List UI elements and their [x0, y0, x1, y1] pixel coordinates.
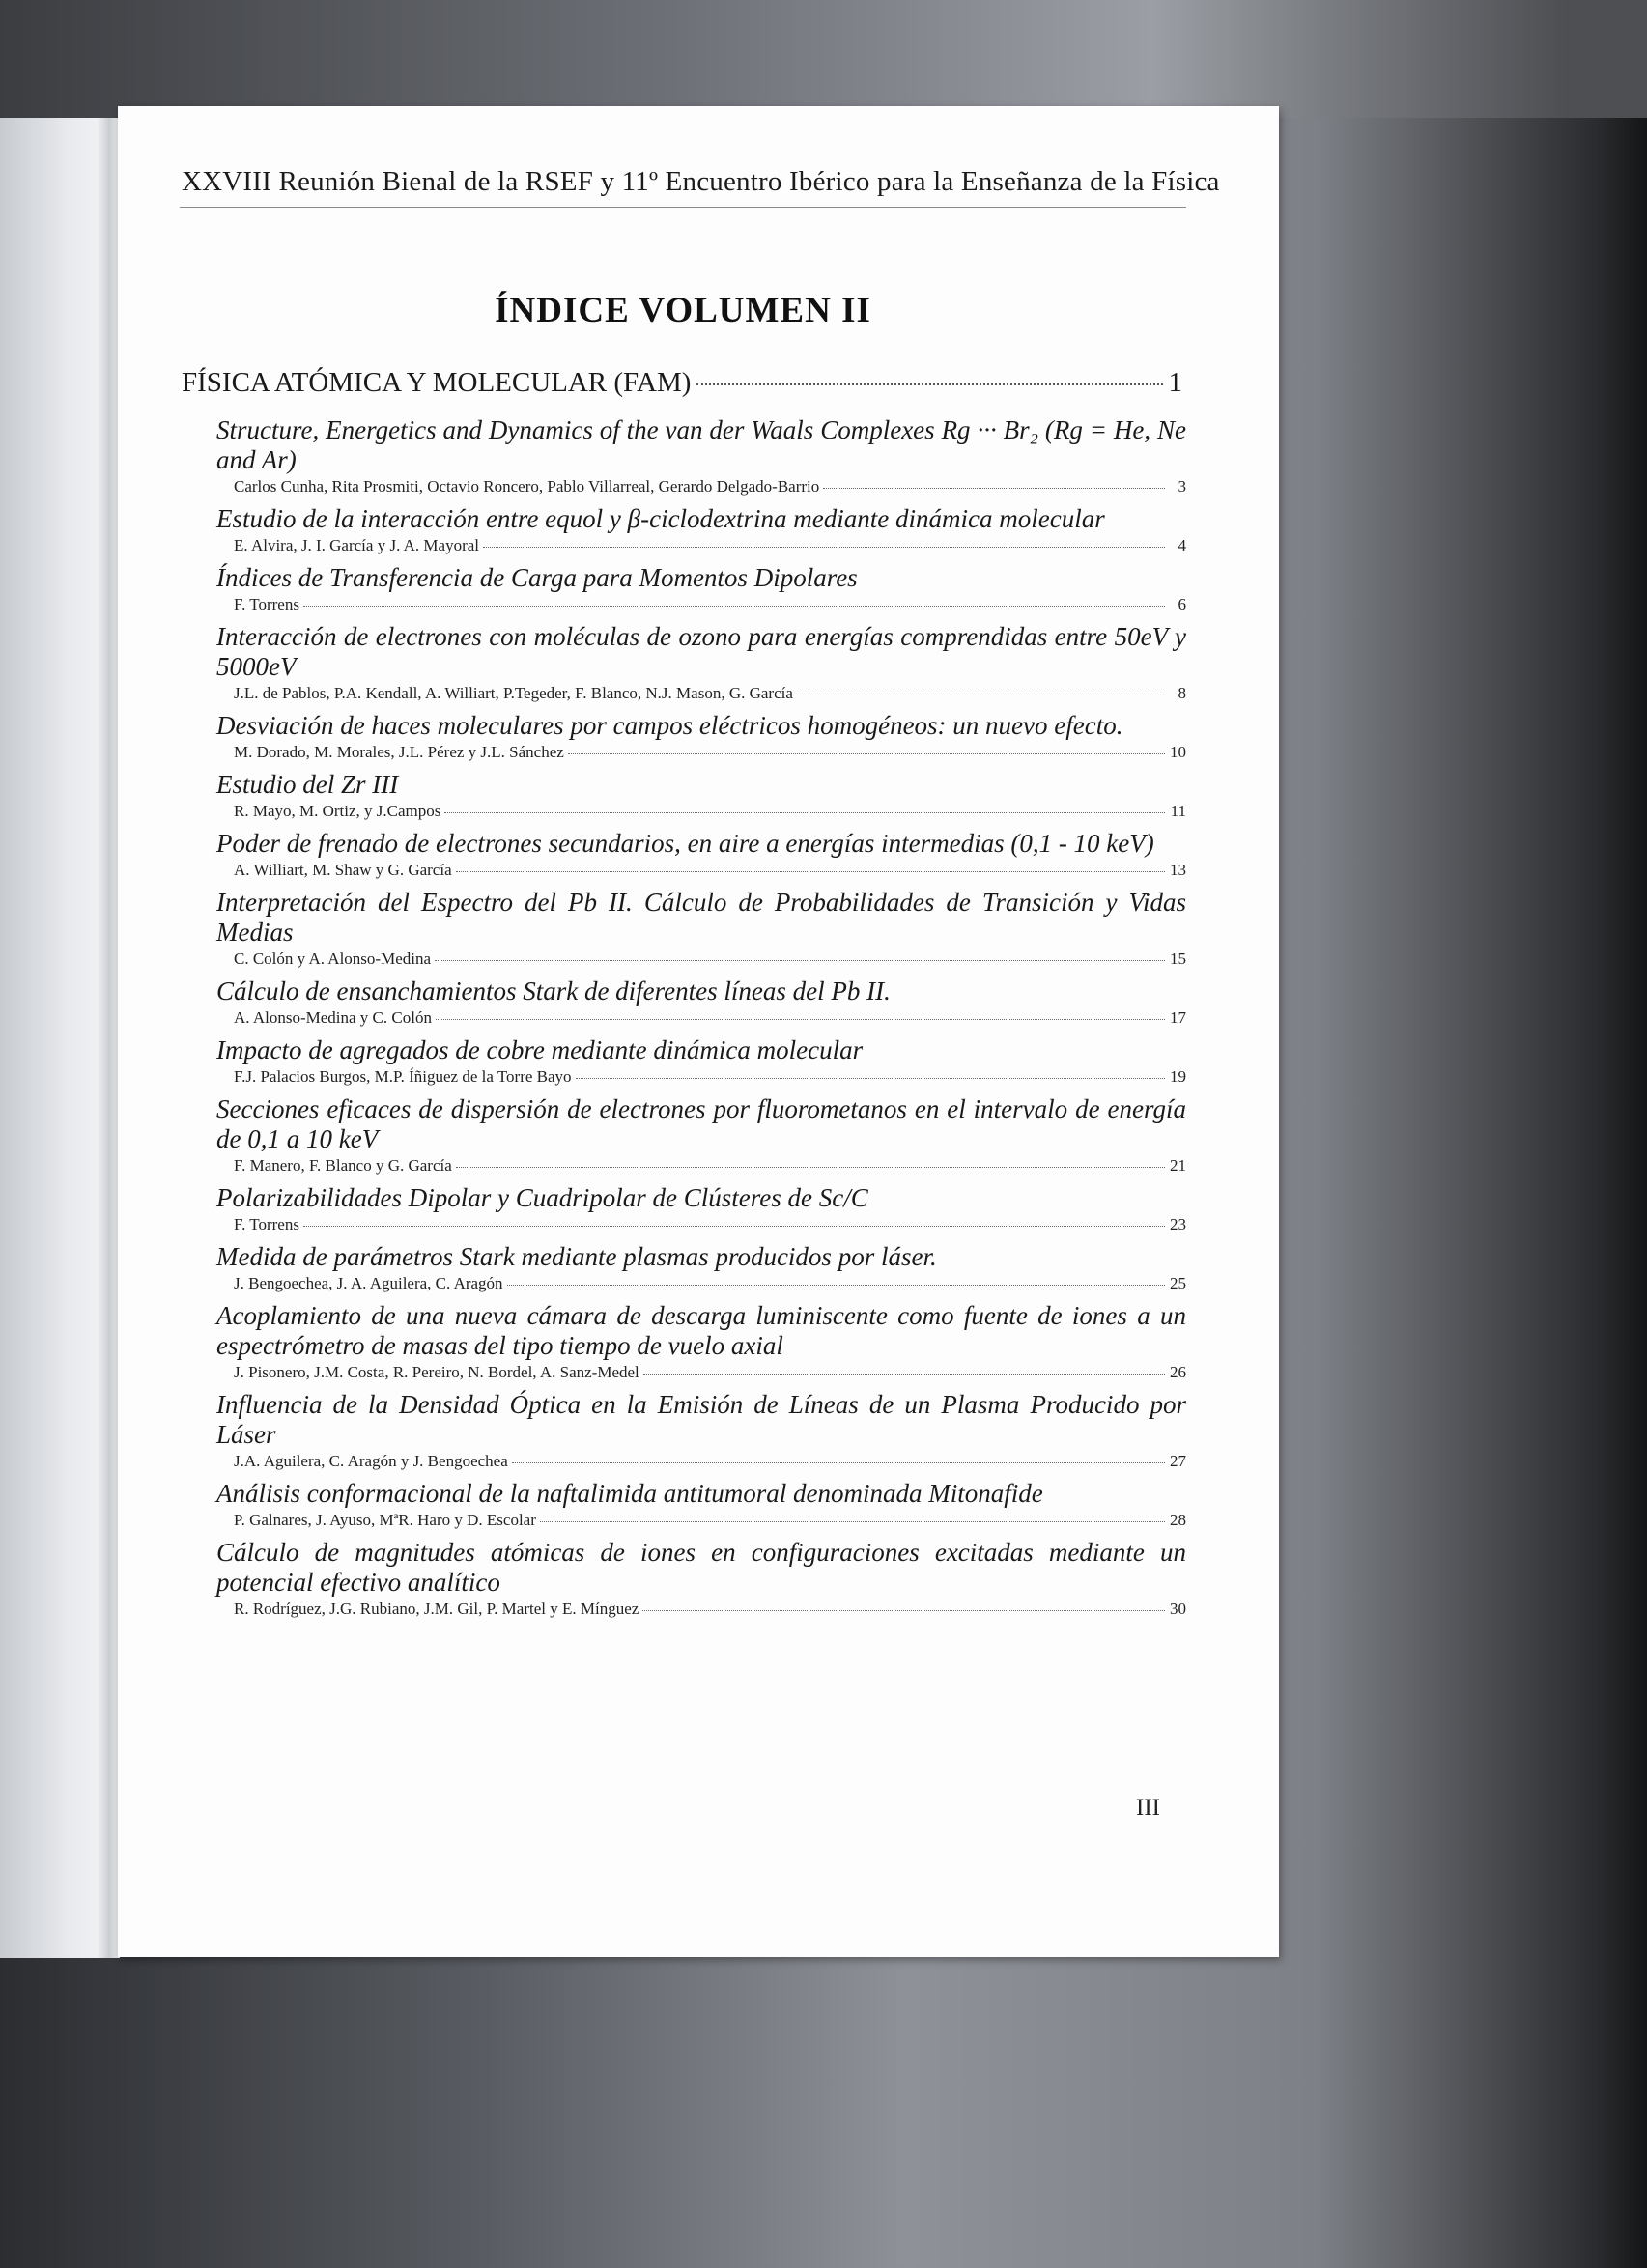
leader-dots [303, 1226, 1165, 1227]
toc-entry-page: 27 [1170, 1452, 1186, 1470]
toc-entry-page: 3 [1178, 477, 1186, 496]
toc-entry-title: Cálculo de magnitudes atómicas de iones en configuraciones excitadas mediante un potencial efectivo analítico [216, 1538, 1186, 1597]
toc-entry-page: 28 [1170, 1511, 1186, 1529]
toc-entry [216, 1242, 1186, 1293]
toc-entry-title: Influencia de la Densidad Óptica en la Emisión de Líneas de un Plasma Producido por Láser [216, 1390, 1186, 1449]
leader-dots [456, 871, 1165, 872]
toc-entry [216, 563, 1186, 614]
background-surface [0, 0, 1647, 118]
toc-entry-page: 30 [1170, 1600, 1186, 1618]
toc-entry-authors: R. Mayo, M. Ortiz, y J.Campos [234, 802, 441, 820]
toc-entry-page: 21 [1170, 1156, 1186, 1175]
toc-entry-title: Índices de Transferencia de Carga para Momentos Dipolares [216, 563, 858, 592]
toc-entry-authors-row [216, 1452, 1186, 1471]
toc-entry [216, 888, 1186, 969]
section-heading [182, 367, 1182, 399]
leader-dots [576, 1078, 1165, 1079]
page-number: III [1136, 1795, 1160, 1821]
toc-entry-authors-row [216, 802, 1186, 821]
toc-entry-title: Estudio de la interacción entre equol y β-ciclodextrina mediante dinámica molecular [216, 504, 1105, 533]
toc-entry [216, 1538, 1186, 1619]
toc-entry-authors: M. Dorado, M. Morales, J.L. Pérez y J.L. Sánchez [234, 743, 564, 761]
toc-entry-authors-row [216, 861, 1186, 880]
toc-entry [216, 977, 1186, 1028]
toc-entry-page: 10 [1170, 743, 1186, 761]
toc-entry-title: Medida de parámetros Stark mediante plasmas producidos por láser. [216, 1242, 937, 1271]
leader-dots [643, 1374, 1165, 1375]
toc-entry [216, 711, 1186, 762]
toc-entry [216, 1390, 1186, 1471]
section-page: 1 [1168, 367, 1182, 398]
toc-entry-title: Polarizabilidades Dipolar y Cuadripolar de Clústeres de Sc/C [216, 1183, 868, 1212]
toc-entry [216, 1094, 1186, 1176]
toc-entry-title: Estudio del Zr III [216, 770, 399, 799]
leader-dots [823, 488, 1165, 489]
toc-entry-authors: A. Williart, M. Shaw y G. García [234, 861, 452, 879]
toc-entry-authors: Carlos Cunha, Rita Prosmiti, Octavio Roncero, Pablo Villarreal, Gerardo Delgado-Barrio [234, 477, 820, 496]
toc-entry-authors-row [216, 684, 1186, 703]
leader-dots [642, 1610, 1165, 1611]
toc-entry [216, 622, 1186, 703]
toc-entry-authors-row [216, 743, 1186, 762]
toc-entry [216, 1183, 1186, 1234]
toc-entry [216, 1301, 1186, 1382]
toc-entry-authors: E. Alvira, J. I. García y J. A. Mayoral [234, 536, 479, 554]
toc-entry-page: 17 [1170, 1008, 1186, 1027]
leader-dots [512, 1462, 1165, 1463]
toc-entry [216, 1035, 1186, 1087]
toc-entry-page: 23 [1170, 1215, 1186, 1233]
toc-entry-page: 13 [1170, 861, 1186, 879]
toc-entry-authors-row [216, 477, 1186, 496]
toc-entry-authors: J. Pisonero, J.M. Costa, R. Pereiro, N. Bordel, A. Sanz-Medel [234, 1363, 639, 1381]
toc-entry-authors: J.A. Aguilera, C. Aragón y J. Bengoechea [234, 1452, 508, 1470]
toc-entry-authors: F. Manero, F. Blanco y G. García [234, 1156, 452, 1175]
toc-entry-title: Cálculo de ensanchamientos Stark de diferentes líneas del Pb II. [216, 977, 891, 1006]
toc-entry [216, 415, 1186, 496]
toc-entries [216, 415, 1186, 1627]
page-title: ÍNDICE VOLUMEN II [495, 291, 871, 330]
toc-entry-authors-row [216, 536, 1186, 555]
toc-entry-authors-row [216, 1156, 1186, 1176]
toc-entry-authors: J.L. de Pablos, P.A. Kendall, A. Williart, P.Tegeder, F. Blanco, N.J. Mason, G. García [234, 684, 793, 702]
toc-entry-title: Análisis conformacional de la naftalimida antitumoral denominada Mitonafide [216, 1479, 1043, 1508]
leader-dots [696, 383, 1162, 385]
toc-entry-authors-row [216, 1274, 1186, 1293]
leader-dots [444, 812, 1165, 813]
leader-dots [568, 753, 1165, 754]
toc-entry-authors-row [216, 1511, 1186, 1530]
toc-entry-page: 6 [1178, 595, 1186, 613]
toc-entry-authors: C. Colón y A. Alonso-Medina [234, 950, 432, 968]
toc-entry-authors: R. Rodríguez, J.G. Rubiano, J.M. Gil, P. Martel y E. Mínguez [234, 1600, 639, 1618]
toc-entry-page: 19 [1170, 1067, 1186, 1086]
toc-entry-authors-row [216, 1067, 1186, 1087]
toc-entry-title: Impacto de agregados de cobre mediante dinámica molecular [216, 1035, 864, 1064]
toc-entry-page: 26 [1170, 1363, 1186, 1381]
toc-entry-page: 4 [1178, 536, 1186, 554]
toc-entry-authors: J. Bengoechea, J. A. Aguilera, C. Aragón [234, 1274, 503, 1292]
toc-entry-page: 8 [1178, 684, 1186, 702]
leader-dots [483, 547, 1165, 548]
leader-dots [303, 606, 1165, 607]
toc-entry [216, 829, 1186, 880]
toc-entry-authors: F. Torrens [234, 1215, 299, 1233]
toc-entry-authors-row [216, 1008, 1186, 1028]
toc-entry [216, 770, 1186, 821]
toc-entry-authors-row [216, 1215, 1186, 1234]
leader-dots [507, 1285, 1165, 1286]
toc-entry [216, 1479, 1186, 1530]
leader-dots [540, 1521, 1165, 1522]
toc-entry-title: Secciones eficaces de dispersión de electrones por fluorometanos en el intervalo de energía de 0,1 a 10 keV [216, 1094, 1186, 1153]
book-gutter [97, 118, 120, 1958]
toc-entry-title: Acoplamiento de una nueva cámara de descarga luminiscente como fuente de iones a un espectrómetro de masas del tipo tiempo de vuelo axial [216, 1301, 1186, 1360]
toc-entry-authors: A. Alonso-Medina y C. Colón [234, 1008, 432, 1027]
leader-dots [435, 960, 1165, 961]
toc-entry-page: 15 [1170, 950, 1186, 968]
document-page [118, 106, 1279, 1957]
toc-entry-page: 11 [1170, 802, 1186, 820]
toc-entry-title: Desviación de haces moleculares por campos eléctricos homogéneos: un nuevo efecto. [216, 711, 1123, 740]
toc-entry-title: Poder de frenado de electrones secundarios, en aire a energías intermedias (0,1 - 10 keV) [216, 829, 1154, 858]
toc-entry-title: Interpretación del Espectro del Pb II. Cálculo de Probabilidades de Transición y Vidas Medias [216, 888, 1186, 947]
toc-entry-authors-row [216, 950, 1186, 969]
toc-entry-title: Structure, Energetics and Dynamics of the van der Waals Complexes Rg ··· Br₂ (Rg = He, Ne and Ar) [216, 415, 1186, 474]
section-label: FÍSICA ATÓMICA Y MOLECULAR (FAM) [182, 367, 692, 398]
header-rule [180, 207, 1186, 208]
toc-entry-authors-row [216, 595, 1186, 614]
toc-entry-page: 25 [1170, 1274, 1186, 1292]
toc-entry-authors: P. Galnares, J. Ayuso, MªR. Haro y D. Escolar [234, 1511, 536, 1529]
leader-dots [456, 1167, 1165, 1168]
toc-entry-authors-row [216, 1363, 1186, 1382]
toc-entry-authors-row [216, 1600, 1186, 1619]
toc-entry-title: Interacción de electrones con moléculas de ozono para energías comprendidas entre 50eV y 5000eV [216, 622, 1186, 681]
running-head: XXVIII Reunión Bienal de la RSEF y 11º Encuentro Ibérico para la Enseñanza de la Física [182, 166, 1220, 197]
leader-dots [436, 1019, 1165, 1020]
toc-entry-authors: F.J. Palacios Burgos, M.P. Íñiguez de la Torre Bayo [234, 1067, 572, 1086]
toc-entry-authors: F. Torrens [234, 595, 299, 613]
toc-entry [216, 504, 1186, 555]
